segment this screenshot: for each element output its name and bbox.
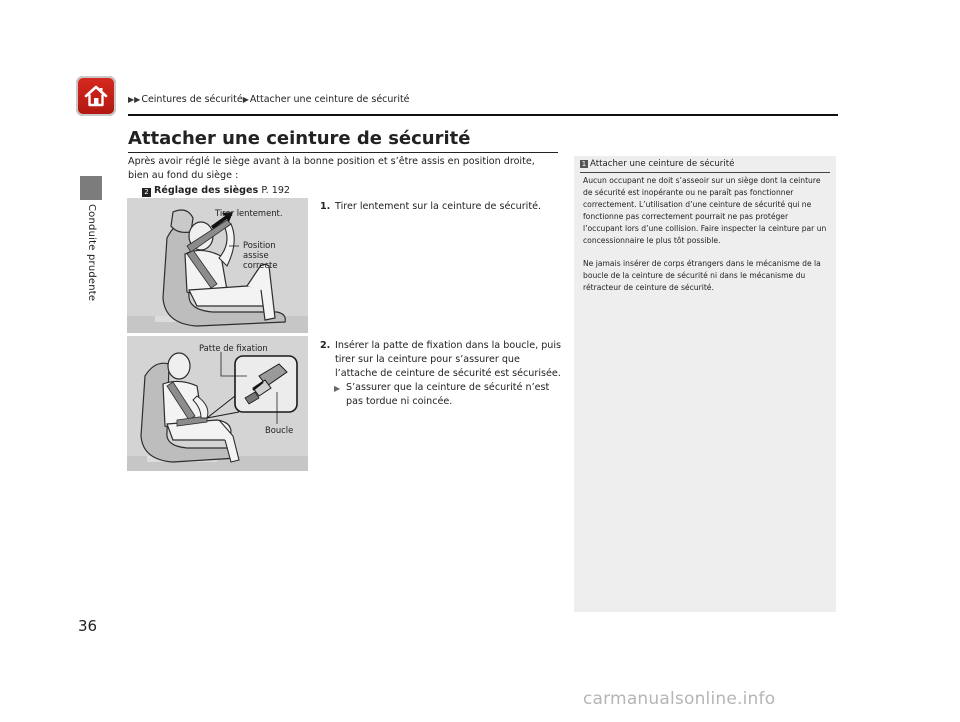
home-icon <box>82 82 110 110</box>
side-note-panel <box>574 156 836 612</box>
label-position-line3: correcte <box>243 260 278 270</box>
note-paragraph: Ne jamais insérer de corps étrangers dans le mécanisme de la boucle de la ceinture de sécurité ni dans le mécanisme du rétracteur de ceinture de sécurité. <box>583 259 821 292</box>
step-text: Tirer lentement sur la ceinture de sécurité. <box>335 201 542 212</box>
title-divider <box>128 152 558 153</box>
breadcrumb-item-fasten-seatbelt[interactable]: Attacher une ceinture de sécurité <box>249 94 410 105</box>
label-position-line2: assise <box>243 250 269 260</box>
label-latch-plate: Patte de fixation <box>199 343 268 353</box>
substep-text: S’assurer que la ceinture de sécurité n’est pas tordue ni coincée. <box>346 382 550 407</box>
note-title <box>580 159 734 169</box>
breadcrumb-arrow-icon: ▶ <box>242 95 249 104</box>
cross-reference-link[interactable] <box>142 184 290 198</box>
watermark: carmanualsonline.info <box>583 689 776 709</box>
breadcrumb-arrow-icon: ▶▶ <box>128 95 141 104</box>
note-marker-icon: 1 <box>581 160 587 168</box>
illustration-pull-belt <box>127 198 308 333</box>
step-text: Insérer la patte de fixation dans la boucle, puis tirer sur la ceinture pour s’assurer que l’attache de ceinture de sécurité est sécurisée. <box>335 340 562 379</box>
xref-page: P. 192 <box>261 185 291 196</box>
home-button[interactable] <box>76 76 116 116</box>
sidebar-section-label: Conduite prudente <box>86 204 97 302</box>
substep-arrow-icon: ▶ <box>334 384 341 393</box>
xref-label: Réglage des sièges <box>154 185 259 196</box>
breadcrumb-item-seatbelts[interactable]: Ceintures de sécurité <box>141 94 243 105</box>
seatbelt-buckle-illustration <box>127 336 308 471</box>
step-number: 2. <box>320 340 331 351</box>
note-paragraph: Aucun occupant ne doit s’asseoir sur un siège dont la ceinture de sécurité est inopérante ou ne paraît pas fonctionner correctement. L’utilisation d’une ceinture de sécurité qui ne fonctionne pas correctement pourrait ne pas protéger l’occupant lors d’une collision. Faire inspecter la ceinture par un concessionnaire le plus tôt possible. <box>583 176 827 245</box>
page-number: 36 <box>78 617 98 635</box>
page-title: Attacher une ceinture de sécurité <box>128 128 471 149</box>
seatbelt-pull-illustration <box>127 198 308 333</box>
label-position-line1: Position <box>243 240 276 250</box>
label-pull-slowly: Tirer lentement. <box>215 208 283 218</box>
header-divider <box>128 114 838 116</box>
note-divider <box>580 172 830 173</box>
illustration-insert-tab <box>127 336 308 471</box>
breadcrumb <box>128 94 410 105</box>
reference-arrow-icon: 2 <box>142 188 151 197</box>
intro-paragraph: Après avoir réglé le siège avant à la bonne position et s’être assis en position droite, bien au fond du siège : <box>128 156 535 181</box>
step-number: 1. <box>320 201 331 212</box>
label-buckle: Boucle <box>265 425 294 435</box>
note-title-text: Attacher une ceinture de sécurité <box>590 159 735 169</box>
sidebar-section-tab[interactable] <box>80 176 102 200</box>
